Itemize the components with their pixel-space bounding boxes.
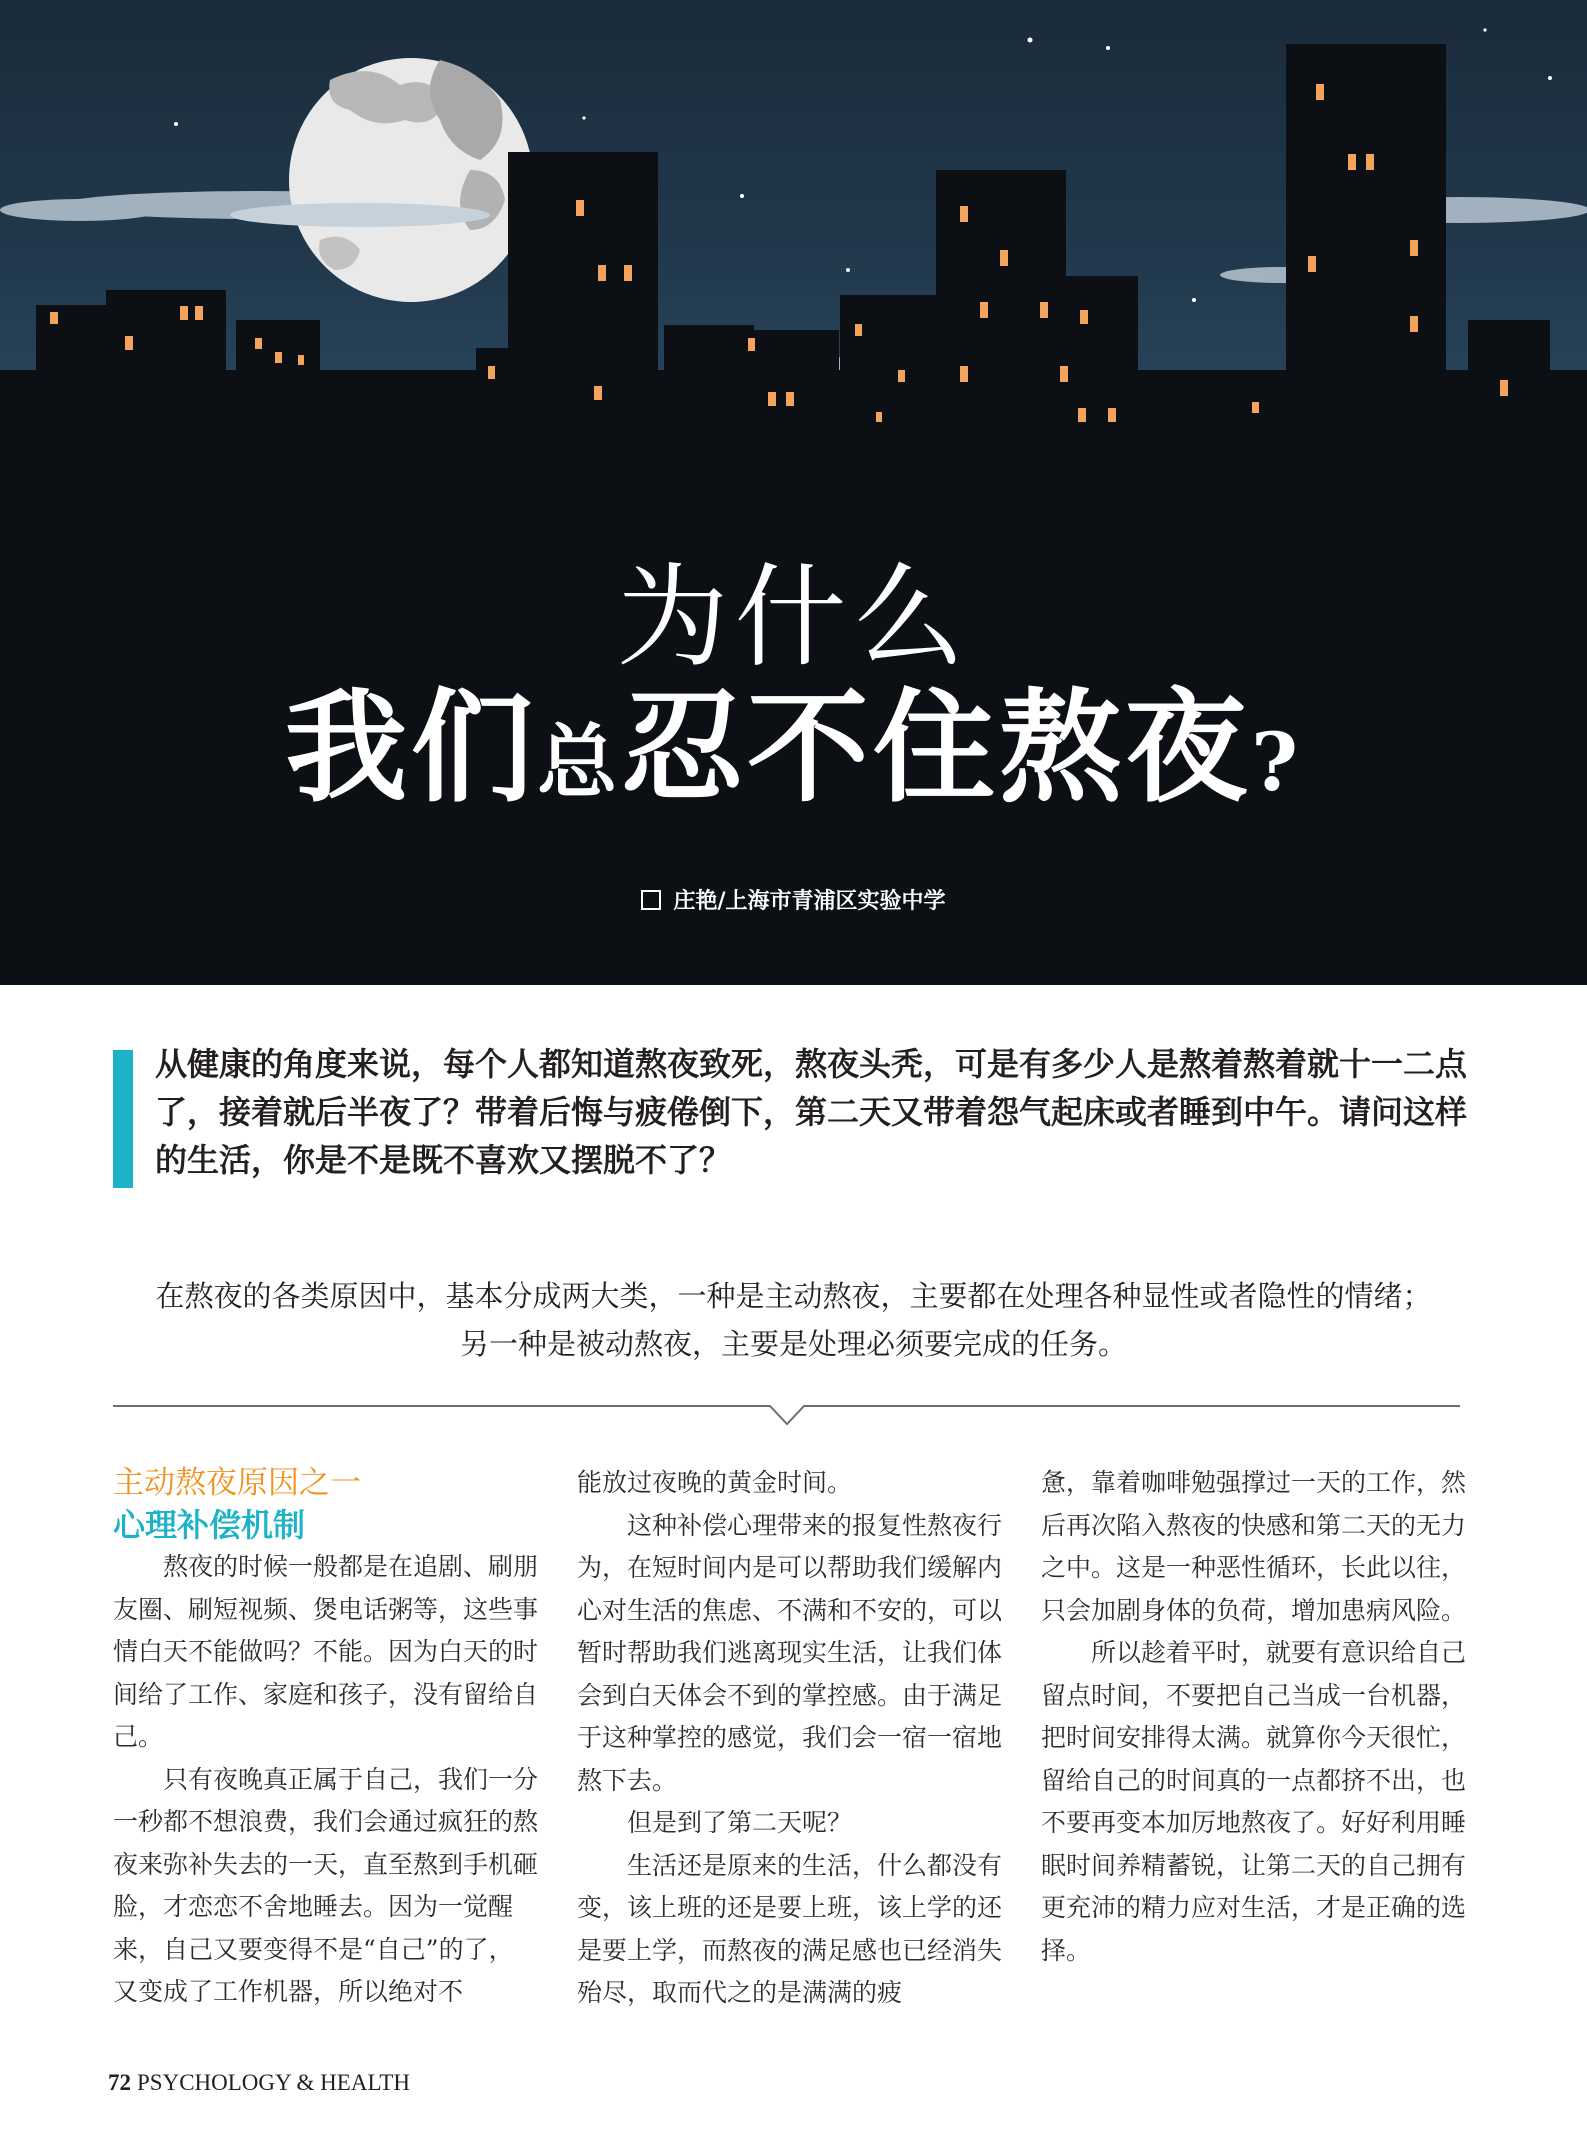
section-kicker: 主动熬夜原因之一 xyxy=(113,1465,361,1501)
body-paragraph: 生活还是原来的生活，什么都没有变，该上班的还是要上班，该上学的还是要上学，而熬夜的满足感也已经消失殆尽，取而代之的是满满的疲 xyxy=(577,1850,1003,2007)
title-line-1: 为什么 xyxy=(616,553,971,683)
title-question-mark: ? xyxy=(1251,715,1302,809)
column-1 xyxy=(113,1462,538,2014)
body-paragraph: 只有夜晚真正属于自己，我们一分一秒都不想浪费，我们会通过疯狂的熬夜来弥补失去的一天，直至熬到手机砸脸，才恋恋不舍地睡去。因为一觉醒来，自己又要变得不是“自己”的了，又变成了工作机器，所以绝对不 xyxy=(113,1764,539,2006)
column-3 xyxy=(1041,1462,1466,1972)
hero-banner xyxy=(0,0,1587,985)
title-line-2 xyxy=(0,650,1587,825)
summary-line-2: 另一种是被动熬夜，主要是处理必须要完成的任务。 xyxy=(459,1327,1127,1361)
page-footer xyxy=(108,2070,410,2096)
title-part-b: 忍不住熬夜 xyxy=(621,675,1252,819)
summary-block xyxy=(110,1272,1477,1368)
body-paragraph: 所以趁着平时，就要有意识给自己留点时间，不要把自己当成一台机器，把时间安排得太满。就算你今天很忙，留给自己的时间真的一点都挤不出，也不要再变本加厉地熬夜了。好好利用睡眠时间养精蓄锐，让第二天的自己拥有更充沛的精力应对生活，才是正确的选择。 xyxy=(1041,1638,1467,1965)
lead-accent-bar xyxy=(113,1050,133,1188)
title-part-a: 我们 xyxy=(285,675,538,819)
square-icon xyxy=(641,890,661,910)
body-paragraph: 但是到了第二天呢？ xyxy=(627,1808,853,1837)
body-paragraph: 这种补偿心理带来的报复性熬夜行为，在短时间内是可以帮助我们缓解内心对生活的焦虑、不满和不安的，可以暂时帮助我们逃离现实生活，让我们体会到白天体会不到的掌控感。由于满足于这种掌控的感觉，我们会一宿一宿地熬下去。 xyxy=(577,1510,1003,1795)
buildings xyxy=(0,44,1587,985)
page-number: 72 xyxy=(108,2070,131,2095)
magazine-name: PSYCHOLOGY & HEALTH xyxy=(137,2070,411,2095)
body-paragraph: 熬夜的时候一般都是在追剧、刷朋友圈、刷短视频、煲电话粥等，这些事情白天不能做吗？不能。因为白天的时间给了工作、家庭和孩子，没有留给自己。 xyxy=(113,1552,539,1751)
section-divider xyxy=(113,1404,1460,1430)
body-paragraph-continued: 惫，靠着咖啡勉强撑过一天的工作，然后再次陷入熬夜的快感和第二天的无力之中。这是一种恶性循环，长此以往，只会加剧身体的负荷，增加患病风险。 xyxy=(1041,1468,1467,1625)
section-title: 心理补偿机制 xyxy=(113,1506,306,1544)
author-affiliation: 庄艳/上海市青浦区实验中学 xyxy=(673,889,946,914)
moon xyxy=(289,58,533,302)
column-2 xyxy=(577,1462,1002,2015)
summary-line-1: 在熬夜的各类原因中，基本分成两大类，一种是主动熬夜，主要都在处理各种显性或者隐性的情绪； xyxy=(155,1279,1432,1313)
cloud-front xyxy=(230,203,490,227)
title-part-small: 总 xyxy=(537,715,622,809)
byline xyxy=(0,884,1587,915)
lead-paragraph: 从健康的角度来说，每个人都知道熬夜致死，熬夜头秃，可是有多少人是熬着熬着就十一二点了，接着就后半夜了？带着后悔与疲倦倒下，第二天又带着怨气起床或者睡到中午。请问这样的生活，你是不是既不喜欢又摆脱不了？ xyxy=(155,1045,1468,1179)
night-city-illustration xyxy=(0,0,1587,985)
body-paragraph-continued: 能放过夜晚的黄金时间。 xyxy=(577,1468,853,1497)
